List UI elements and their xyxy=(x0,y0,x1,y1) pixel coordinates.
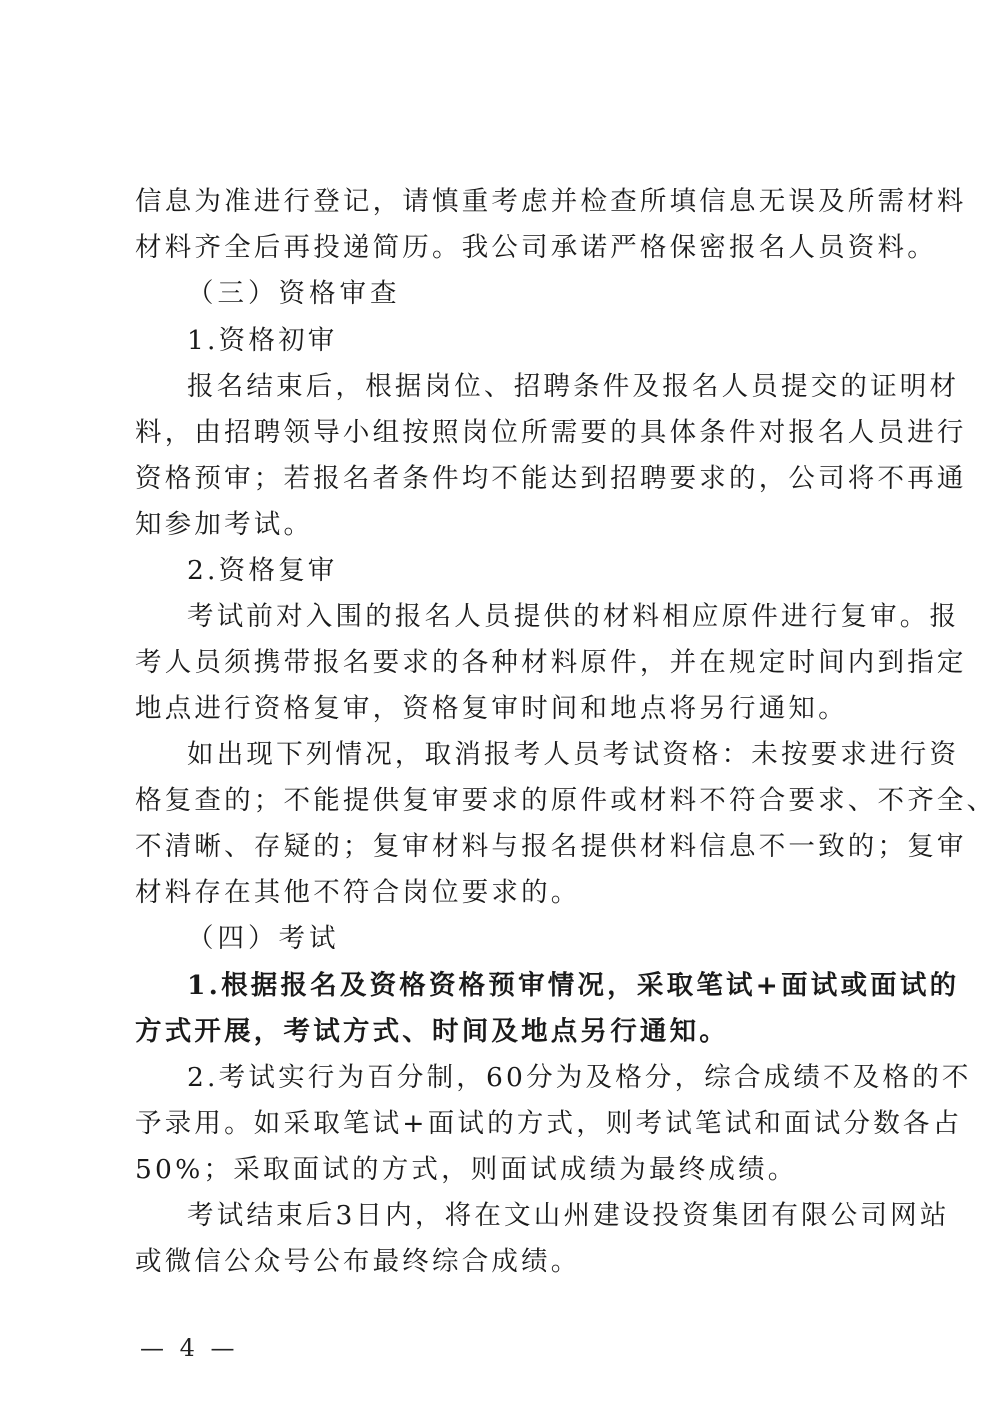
body-text-line: 地点进行资格复审，资格复审时间和地点将另行通知。 xyxy=(135,693,848,724)
body-text-line: 考试结束后3日内，将在文山州建设投资集团有限公司网站 xyxy=(187,1200,950,1231)
section-heading-qualification-review: （三）资格审查 xyxy=(187,278,401,309)
body-text-line: 50%；采取面试的方式，则面试成绩为最终成绩。 xyxy=(135,1154,798,1185)
body-text-line: 信息为准进行登记，请慎重考虑并检查所填信息无误及所需材料 xyxy=(135,186,967,217)
section-heading-exam: （四）考试 xyxy=(187,923,340,954)
body-text-line: 不清晰、存疑的；复审材料与报名提供材料信息不一致的；复审 xyxy=(135,831,967,862)
body-text-line: 料，由招聘领导小组按照岗位所需要的具体条件对报名人员进行 xyxy=(135,417,967,448)
subheading-initial-review: 1.资格初审 xyxy=(187,325,338,356)
body-text-line: 予录用。如采取笔试+面试的方式，则考试笔试和面试分数各占 xyxy=(135,1108,963,1139)
body-text-line: 格复查的；不能提供复审要求的原件或材料不符合要求、不齐全、 xyxy=(135,785,997,816)
body-text-line: 考试前对入围的报名人员提供的材料相应原件进行复审。报 xyxy=(187,601,960,632)
body-text-line: 或微信公众号公布最终综合成绩。 xyxy=(135,1246,581,1277)
page-number: — 4 — xyxy=(140,1334,239,1362)
body-text-line: 材料存在其他不符合岗位要求的。 xyxy=(135,877,581,908)
bold-text-line: 方式开展，考试方式、时间及地点另行通知。 xyxy=(135,1016,729,1047)
body-text-line: 知参加考试。 xyxy=(135,509,314,540)
body-text-line: 2.考试实行为百分制，60分为及格分，综合成绩不及格的不 xyxy=(187,1062,972,1093)
subheading-re-review: 2.资格复审 xyxy=(187,555,338,586)
body-text-line: 报名结束后，根据岗位、招聘条件及报名人员提交的证明材 xyxy=(187,371,960,402)
body-text-line: 材料齐全后再投递简历。我公司承诺严格保密报名人员资料。 xyxy=(135,232,937,263)
body-text-line: 考人员须携带报名要求的各种材料原件，并在规定时间内到指定 xyxy=(135,647,967,678)
body-text-line: 如出现下列情况，取消报考人员考试资格：未按要求进行资 xyxy=(187,739,960,770)
bold-text-line: 1.根据报名及资格资格预审情况，采取笔试+面试或面试的 xyxy=(187,970,960,1001)
body-text-line: 资格预审；若报名者条件均不能达到招聘要求的，公司将不再通 xyxy=(135,463,967,494)
